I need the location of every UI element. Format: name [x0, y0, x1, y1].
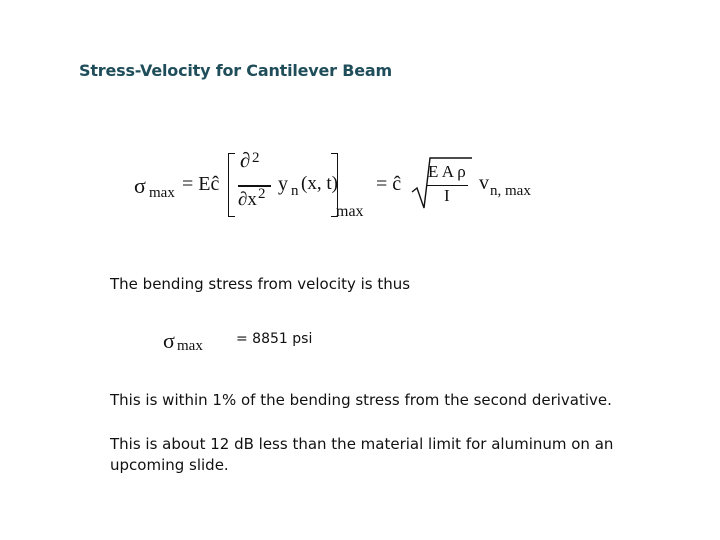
velocity-stress-intro: The bending stress from velocity is thus	[110, 275, 411, 293]
comparison-text: This is within 1% of the bending stress from the second derivative.	[110, 391, 612, 409]
bracket-subscript: max	[336, 203, 364, 220]
partial-denominator: ∂x	[238, 189, 257, 210]
sqrt-numerator: E A ρ	[428, 162, 466, 181]
v-subscript: n, max	[490, 183, 531, 199]
result-value: = 8851 psi	[236, 331, 313, 347]
v-symbol: v	[479, 172, 489, 194]
y-symbol: y	[278, 173, 288, 195]
partial-numerator: ∂	[240, 148, 251, 172]
material-limit-line2: upcoming slide.	[110, 456, 229, 474]
sigma-symbol: σ	[134, 173, 146, 198]
sigma-subscript: max	[149, 185, 175, 201]
result-subscript: max	[177, 338, 203, 354]
slide-title: Stress-Velocity for Cantilever Beam	[79, 61, 392, 80]
equals-e-c: = Eĉ	[182, 173, 220, 195]
partial-numerator-exponent: 2	[252, 150, 260, 166]
result-sigma: σ	[163, 328, 175, 353]
left-bracket	[228, 153, 235, 217]
material-limit-line1: This is about 12 dB less than the material limit for aluminum on an	[110, 435, 614, 453]
y-arguments: (x, t)	[301, 173, 338, 194]
equals-c: = ĉ	[376, 173, 402, 195]
partial-denominator-exponent: 2	[258, 186, 266, 202]
sqrt-denominator: I	[444, 186, 450, 205]
y-subscript: n	[291, 183, 299, 199]
fraction-line	[238, 185, 271, 187]
